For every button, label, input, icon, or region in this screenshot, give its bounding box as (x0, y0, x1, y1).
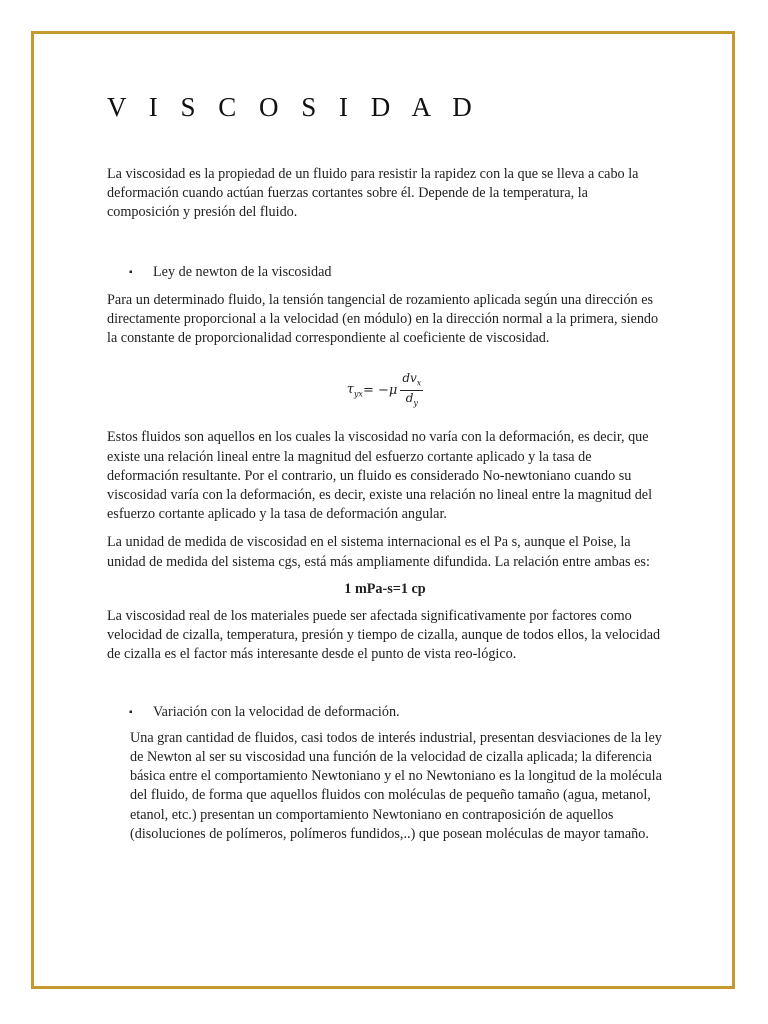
bullet-newton-law (129, 263, 663, 282)
document-body (107, 92, 663, 844)
formula-fraction (400, 371, 423, 411)
unit-relation: 1 mPa-s=1 cp (344, 580, 426, 597)
formula-denominator: $d_y$ (405, 390, 418, 408)
bullet-deformation-rate (129, 703, 663, 722)
bullet-square-icon: ▪ (129, 266, 133, 278)
intro-paragraph: La viscosidad es la propiedad de un fluido para resistir la rapidez con la que se lleva a cabo la deformación cuando actúan fuerzas cortantes sobre él. Depende de la temperatura, la composición y presión del fluido. (107, 166, 639, 221)
real-viscosity-paragraph: La viscosidad real de los materiales puede ser afectada significativamente por factores como velocidad de cizalla, temperatura, presión y tiempo de cizalla, aunque de todos ellos, la velocidad de cizalla es el factor más interesante desde el punto de vista reo-lógico. (107, 608, 661, 663)
bullet-label: Ley de newton de la viscosidad (153, 263, 332, 280)
units-paragraph: La unidad de medida de viscosidad en el sistema internacional es el Pa s, aunque el Poise, la unidad de medida del sistema cgs, está más ampliamente difundida. La relación entre ambas es: (107, 534, 650, 570)
document-title: V I S C O S I D A D (107, 92, 480, 122)
formula-equals: = −μ (362, 382, 398, 398)
bullet-square-icon: ▪ (129, 706, 133, 718)
bullet-label: Variación con la velocidad de deformación. (153, 703, 400, 720)
formula-lhs: $\tau_{yx}$ (346, 382, 363, 399)
fluids-paragraph: Estos fluidos son aquellos en los cuales la viscosidad no varía con la deformación, es decir, que existe una relación lineal entre la magnitud del esfuerzo cortante aplicado y la tasa de deformación resultante. Por el contrario, un fluido es considerado No-newtoniano cuando su viscosidad varía con la deformación, es decir, existe una relación no lineal entre la magnitud del esfuerzo cortante aplicado y la tasa de deformación angular. (107, 429, 653, 523)
viscosity-formula (107, 368, 663, 412)
variation-paragraph: Una gran cantidad de fluidos, casi todos de interés industrial, presentan desviaciones de la ley de Newton al ser su viscosidad una función de la velocidad de cizalla aplicada; la diferencia básica entre el comportamiento Newtoniano y el no Newtoniano es la longitud de la molécula del fluido, de forma que aquellos fluidos con moléculas de pequeño tamaño (agua, metanol, etanol, etc.) presentan un comportamiento Newtoniano en contraposición de aquellos (disoluciones de polímeros, polímeros fundidos,..) que posean moléculas de mayor tamaño. (130, 729, 662, 842)
formula-numerator: $dv_x$ (400, 371, 423, 391)
newton-definition-paragraph: Para un determinado fluido, la tensión tangencial de rozamiento aplicada según una dirección es directamente proporcional a la velocidad (en módulo) en la dirección normal a la primera, siendo la constante de proporcionalidad correspondiente al coeficiente de viscosidad. (107, 291, 659, 347)
